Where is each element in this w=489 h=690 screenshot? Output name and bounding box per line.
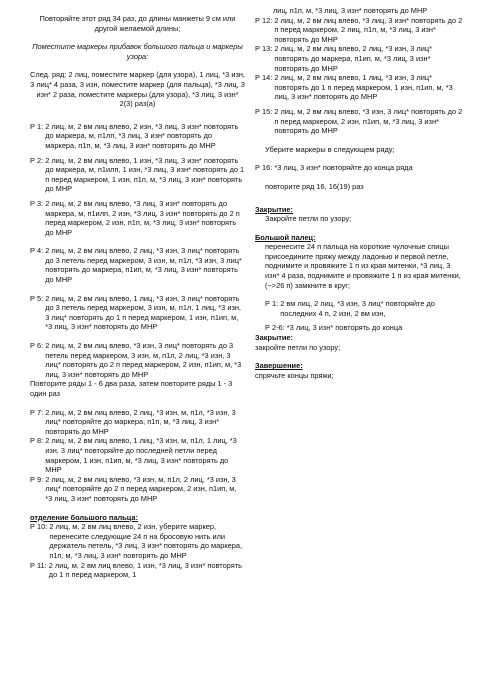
row-10 (30, 522, 245, 560)
row-text: *3 лиц, 3 изн* повторяйте до конца ряда (274, 163, 413, 173)
row-text: 2 лиц, м, 2 вм лиц влево, *3 изн, 3 лиц* повторять до 3 петель перед маркером, 3 изн, м, п1л, 2 лиц, *3 изн, 3 лиц* повторять до 2 п перед маркером, 2 изн, п1ип, м, *3 лиц, 3 изн* повторять до МНР (45, 341, 242, 379)
row-label: Р 9: (30, 474, 46, 484)
row-label: Р 6: (30, 341, 46, 351)
row-label: Р 8: (30, 436, 46, 446)
row-label: Р 1: (30, 121, 46, 131)
repeat-note: Повторите ряды 1 - 6 два раза, затем повторите ряды 1 - 3 один раз (30, 379, 233, 398)
row-16 (255, 163, 465, 173)
row-11 (30, 561, 245, 580)
row-text: 2 лиц, м, 2 вм лиц влево, 1 лиц, *3 изн, 3 лиц* повторять до 1 п перед маркером, 1 изн, п1ип, м, *3 лиц, 3 изн* повторять до МНР (274, 73, 453, 102)
repeat-row16: повторите ряд 16, 16(19) раз (265, 181, 364, 191)
row-text: 2 лиц, м, 2 вм лиц влево, 2 изн, уберите маркер, перенесите следующие 24 п на бросовую нить или держатель петель, *3 лиц, 3 изн* повторять до маркера, п1п, м, *3 лиц, 3 изн* повторять до МНР (49, 522, 243, 560)
row-3 (30, 199, 245, 237)
next-row-text: След. ряд: 2 лиц, поместите маркер (для узора), 1 лиц, *3 изн, 3 лиц* 4 раза, 3 изн, поместите маркер (для пальца), *3 лиц, 3 изн* 2 раза, поместите маркеры (для узора), *3 лиц, 3 изн* 2(3) раз(а) (30, 70, 245, 109)
row-4 (30, 246, 245, 284)
row-label: Р 12: (255, 15, 275, 25)
row-text: 2 лиц, м, 2 вм лиц влево, *3 лиц, 3 изн* повторять до 2 п перед маркером, 2 лиц, п1п, м, *3 лиц, 3 изн* повторять до МНР (274, 15, 463, 44)
row-text: 2 лиц, м, 2 вм лиц влево, *3 лиц, 3 изн* повторять до маркера, м, п1илп, 2 изн, *3 лиц, 3 изн* повторять до 2 п перед маркером, 2 изн, п1п, м, *3 лиц, 3 изн* повторять до МНР (45, 198, 240, 237)
remove-markers-note: Уберите маркеры в следующем ряду; (265, 144, 395, 154)
thumb-section-heading: отделение большого пальца: (30, 512, 138, 522)
thumb-row-1 (255, 299, 465, 318)
row-12 (255, 16, 465, 45)
thumb-row-2-6 (255, 323, 465, 333)
row-text: 2 лиц, м, 2 вм лиц влево, 2 лиц, *3 изн, 3 лиц* повторять до 3 петель перед маркером, 3 изн, м, п1л, *3 изн, 3 лиц* повторять до маркера, п1ип, м, *3 лиц, 3 изн* повторять до МНР (45, 246, 242, 285)
finish-text: спрячьте концы пряжи; (255, 370, 334, 380)
intro-text: Повторяйте этот ряд 34 раз, до длины манжеты 9 см или другой желаемой длины; (39, 14, 236, 33)
row-15 (255, 107, 465, 136)
row-label: Р 1: (265, 299, 281, 309)
big-thumb-text: перенесите 24 п пальца на короткие чулочные спицы (265, 242, 449, 252)
row-label: Р 7: (30, 407, 46, 417)
big-thumb-heading: Большой палец: (255, 232, 316, 242)
row-text: 2 лиц, м, 2 вм лиц влево, 1 изн, *3 лиц, 3 изн* повторять до 1 п перед маркером, 1 (48, 560, 242, 580)
row-label: Р 11: (30, 560, 49, 570)
closing2-heading: Закрытие: (255, 333, 293, 343)
row-9 (30, 475, 245, 504)
closing-text: Закройте петли по узору; (265, 214, 352, 224)
row-label: Р 4: (30, 246, 46, 256)
row-label: Р 5: (30, 293, 46, 303)
row-label: Р 2-6: (265, 323, 287, 333)
row-label: Р 10: (30, 522, 50, 532)
row-text: *3 лиц, 3 изн* повторять до конца (286, 323, 403, 333)
row-6 (30, 341, 245, 379)
closing2-text: закройте петли по узору; (255, 342, 341, 352)
closing-heading: Закрытие: (255, 204, 293, 214)
markers-note: Поместите маркеры прибавок большого пальца и маркеры узора: (32, 42, 243, 61)
row-14 (255, 73, 465, 102)
row-text: 2 лиц, м, 2 вм лиц влево, 2 изн, *3 лиц, 3 изн* повторять до маркера, м, п1лп, *3 лиц, 3 изн* повторять до маркера, п1п, м, *3 лиц, 3 изн* повторять до МНР (45, 121, 239, 150)
row-1 (30, 122, 245, 151)
row-13 (255, 44, 465, 73)
continued-text: лиц, п1п, м, *3 лиц, 3 изн* повторять до МНР (273, 6, 428, 15)
row-text: 2 лиц, м, 2 вм лиц влево, 2 лиц, *3 изн, м, п1л, *3 изн, 3 лиц* повторяйте до маркера, п1п, м, *3 лиц, 3 изн* повторять до МНР (45, 407, 236, 436)
row-text: 2 лиц, м, 2 вм лиц влево, 1 изн, *3 лиц, 3 изн* повторять до маркера, м, п1илп, 1 изн, *3 лиц, 3 изн* повторять до 1 п перед маркером, 1 изн, п1п, м, *3 лиц, 3 изн* повторять до МНР (45, 155, 245, 194)
row-text: 2 лиц, м, 2 вм лиц влево, *3 изн, м, п1л, 2 лиц, *3 изн, 3 лиц* повторяйте до 2 п перед маркером, 2 изн, п1ип, м, *3 лиц, 3 изн* повторять до МНР (45, 474, 237, 503)
row-text: 2 лиц, м, 2 вм лиц влево, 1 лиц, *3 изн, м, п1л, 1 лиц, *3 изн, 3 лиц* повторяйте до последней петли перед маркером, 1 изн, п1ип, м, *3 лиц, 3 изн* повторять до МНР (45, 436, 237, 475)
row-text: 2 лиц, м, 2 вм лиц влево, *3 изн, 3 лиц* повторять до 2 п перед маркером, 2 изн, п1ип, м, *3 лиц, 3 изн* повторять до МНР (274, 106, 463, 136)
row-7 (30, 408, 245, 437)
row-text: 2 лиц, м, 2 вм лиц влево, 2 лиц, *3 изн, 3 лиц* повторять до маркера, п1ип, м, *3 лиц, 3 изн* повторять до МНР (274, 44, 432, 73)
row-label: Р 16: (255, 163, 275, 173)
row-label: Р 15: (255, 106, 275, 116)
row-text: 2 вм лиц, 2 лиц, *3 изн, 3 лиц* повторяйте до последних 4 п, 2 изн, 2 вм изн, (280, 299, 435, 318)
row-label: Р 2: (30, 155, 46, 165)
row-8 (30, 436, 245, 474)
row-label: Р 14: (255, 73, 275, 83)
row-5 (30, 294, 245, 332)
finish-heading: Завершение: (255, 361, 303, 371)
row-label: Р 3: (30, 198, 46, 208)
left-column (30, 14, 245, 580)
row-text: 2 лиц, м, 2 вм лиц влево, 1 лиц, *3 изн, 3 лиц* повторять до 3 петель перед маркером, 3 изн, м, п1л, 1 лиц, *3 изн, 3 лиц* повторять до 1 п перед маркером, 1 изн, п1ип, м, *3 лиц, 3 изн* повторять до МНР (45, 293, 241, 332)
row-2 (30, 156, 245, 194)
big-thumb-text-2: присоедините пряжу между ладонью и первой петле, поднимите и провяжите 1 п из края митенки, *3 лиц, 3 изн* 4 раза, поднимите и провяжите 1 п из края митенки, (~>26 п) замкните в круг; (265, 251, 461, 290)
row-label: Р 13: (255, 44, 275, 54)
right-column (255, 6, 465, 380)
